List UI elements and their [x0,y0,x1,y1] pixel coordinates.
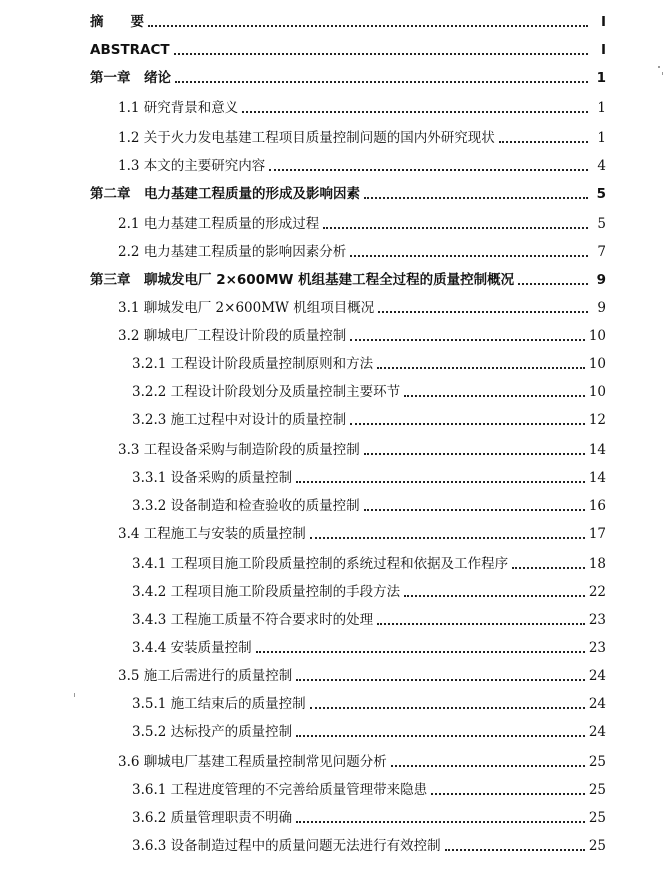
toc-entry-page: 24 [588,696,606,712]
dot-leader [256,650,585,653]
toc-entry-title: 第二章 电力基建工程质量的形成及影响因素 [90,186,360,202]
toc-entry-page: 12 [588,412,606,428]
dot-leader [310,536,585,539]
toc-entry-page: 25 [588,754,606,770]
toc-entry[interactable] [132,548,606,572]
toc-entry-title: 3.6.2 质量管理职责不明确 [132,810,293,826]
dot-leader [269,168,588,171]
toc-entry-title: 3.2 聊城电厂工程设计阶段的质量控制 [118,328,347,344]
toc-entry-page: 5 [597,216,606,232]
toc-entry[interactable] [132,348,606,372]
toc-entry-title: 3.6.3 设备制造过程中的质量问题无法进行有效控制 [132,838,441,854]
toc-entry-title: 3.4.2 工程项目施工阶段质量控制的手段方法 [132,584,401,600]
toc-entry[interactable] [132,576,606,600]
dot-leader [310,706,585,709]
toc-entry-title: 3.4.1 工程项目施工阶段质量控制的系统过程和依据及工作程序 [132,556,509,572]
toc-entry[interactable] [132,774,606,798]
toc-entry-page: 25 [588,838,606,854]
toc-entry-page: 1 [597,130,606,146]
toc-entry[interactable] [90,62,606,86]
toc-entry[interactable] [132,462,606,486]
toc-entry-title: 3.5.1 施工结束后的质量控制 [132,696,306,712]
dot-leader [296,820,585,823]
dot-leader [148,24,588,27]
toc-entry[interactable] [90,6,606,30]
toc-entry[interactable] [90,264,606,288]
dot-leader [378,310,588,313]
toc-entry-page: 1 [596,70,606,86]
toc-entry-page: 23 [588,612,606,628]
toc-entry-page: 16 [588,498,606,514]
toc-entry[interactable] [118,150,606,174]
toc-entry[interactable] [118,236,606,260]
toc-entry-page: 5 [596,186,606,202]
toc-entry-title: 3.2.1 工程设计阶段质量控制原则和方法 [132,356,374,372]
toc-entry[interactable] [90,34,606,58]
toc-entry-title: 第三章 聊城发电厂 2×600MW 机组基建工程全过程的质量控制概况 [90,272,515,288]
toc-entry-title: 3.4 工程施工与安装的质量控制 [118,526,306,542]
dot-leader [323,226,588,229]
dot-leader [296,678,585,681]
toc-entry-title: 3.3 工程设备采购与制造阶段的质量控制 [118,442,360,458]
toc-entry-title: 3.1 聊城发电厂 2×600MW 机组项目概况 [118,300,375,316]
toc-entry-title: 3.2.3 施工过程中对设计的质量控制 [132,412,347,428]
toc-entry[interactable] [118,320,606,344]
toc-entry-page: 9 [596,272,606,288]
toc-entry[interactable] [118,122,606,146]
toc-entry-title: 3.2.2 工程设计阶段划分及质量控制主要环节 [132,384,401,400]
dot-leader [364,196,588,199]
dot-leader [518,282,588,285]
toc-entry-title: 2.1 电力基建工程质量的形成过程 [118,216,320,232]
toc-entry-title: 3.6 聊城电厂基建工程质量控制常见问题分析 [118,754,387,770]
toc-entry-page: 14 [588,470,606,486]
dot-leader [391,764,585,767]
toc-entry-title: 3.4.3 工程施工质量不符合要求时的处理 [132,612,374,628]
dot-leader [174,52,588,55]
toc-entry-page: 17 [588,526,606,542]
toc-entry[interactable] [118,660,606,684]
toc-entry-page: 23 [588,640,606,656]
dot-leader [377,366,585,369]
toc-entry-page: 18 [588,556,606,572]
dot-leader [175,80,588,83]
toc-entry[interactable] [132,632,606,656]
toc-entry-title: 1.1 研究背景和意义 [118,100,239,116]
scan-speck [658,66,660,68]
dot-leader [377,622,585,625]
toc-entry[interactable] [118,208,606,232]
toc-entry[interactable] [132,404,606,428]
dot-leader [445,848,585,851]
toc-entry-page: 24 [588,668,606,684]
scan-speck [662,72,663,75]
toc-entry-page: 10 [588,328,606,344]
toc-entry[interactable] [132,716,606,740]
toc-entry-title: 摘 要 [90,14,144,30]
toc-entry[interactable] [118,434,606,458]
toc-entry[interactable] [118,746,606,770]
toc-entry-title: 3.6.1 工程进度管理的不完善给质量管理带来隐患 [132,782,428,798]
dot-leader [404,594,585,597]
toc-entry-title: 1.2 关于火力发电基建工程项目质量控制问题的国内外研究现状 [118,130,495,146]
toc-entry-title: 3.4.4 安装质量控制 [132,640,252,656]
toc-entry-title: 3.5 施工后需进行的质量控制 [118,668,293,684]
toc-entry-page: I [600,42,606,58]
toc-entry[interactable] [118,518,606,542]
dot-leader [364,508,585,511]
toc-entry[interactable] [90,178,606,202]
scan-speck [74,693,75,697]
toc-entry-page: 10 [588,384,606,400]
toc-entry-page: 9 [597,300,606,316]
toc-entry-page: 24 [588,724,606,740]
dot-leader [499,140,588,143]
toc-entry[interactable] [132,490,606,514]
toc-entry-page: 14 [588,442,606,458]
toc-entry-title: 3.3.1 设备采购的质量控制 [132,470,293,486]
dot-leader [296,480,585,483]
toc-entry-page: 1 [597,100,606,116]
dot-leader [404,394,585,397]
dot-leader [431,792,585,795]
toc-entry[interactable] [132,802,606,826]
toc-entry[interactable] [118,92,606,116]
toc-entry-title: 3.5.2 达标投产的质量控制 [132,724,293,740]
toc-entry[interactable] [132,376,606,400]
toc-entry[interactable] [132,604,606,628]
dot-leader [350,254,588,257]
dot-leader [350,422,585,425]
toc-entry-page: I [600,14,606,30]
dot-leader [242,110,588,113]
toc-entry[interactable] [132,688,606,712]
toc-entry-title: 3.3.2 设备制造和检查验收的质量控制 [132,498,360,514]
toc-entry[interactable] [118,292,606,316]
toc-entry-page: 22 [588,584,606,600]
toc-entry-title: 第一章 绪论 [90,70,171,86]
toc-entry-page: 25 [588,810,606,826]
toc-entry-page: 4 [597,158,606,174]
toc-entry-page: 10 [588,356,606,372]
toc-entry-title: 1.3 本文的主要研究内容 [118,158,266,174]
toc-entry-title: ABSTRACT [90,42,170,58]
dot-leader [364,452,585,455]
toc-entry-page: 25 [588,782,606,798]
toc-entry-page: 7 [597,244,606,260]
dot-leader [296,734,585,737]
toc-entry[interactable] [132,830,606,854]
toc-entry-title: 2.2 电力基建工程质量的影响因素分析 [118,244,347,260]
dot-leader [512,566,585,569]
dot-leader [350,338,585,341]
